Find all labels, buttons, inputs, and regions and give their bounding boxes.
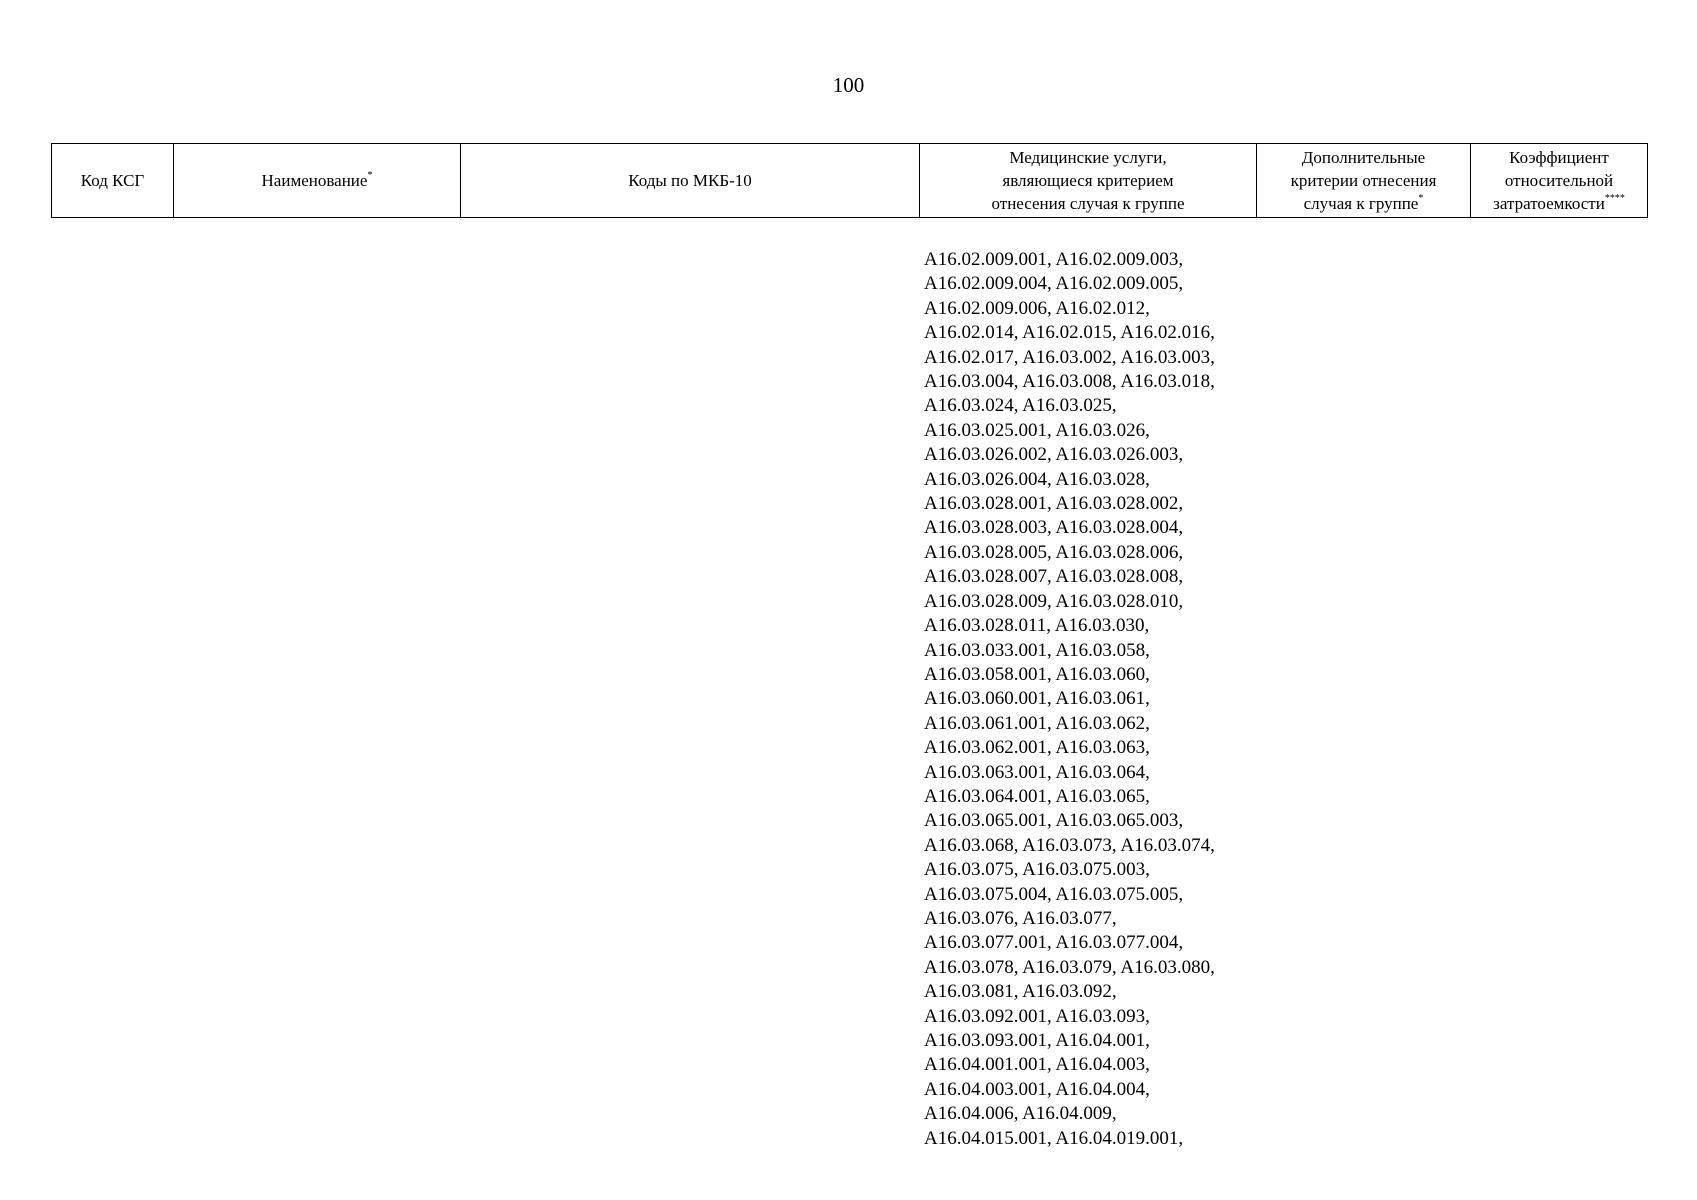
header-additional-criteria-line: критерии отнесения xyxy=(1290,171,1437,190)
header-name xyxy=(174,144,461,218)
service-code-line: A16.03.028.007, A16.03.028.008, xyxy=(924,566,1184,588)
service-code-line: A16.03.028.003, A16.03.028.004, xyxy=(924,517,1184,539)
header-mkb-codes xyxy=(461,144,920,218)
header-additional-criteria xyxy=(1257,144,1471,218)
header-medical-services-line: являющиеся критерием xyxy=(1002,171,1174,190)
service-code-line: A16.03.026.004, A16.03.028, xyxy=(924,468,1150,490)
service-code-line: A16.03.063.001, A16.03.064, xyxy=(924,761,1150,783)
header-additional-criteria-line: Дополнительные xyxy=(1301,148,1426,167)
header-medical-services xyxy=(920,144,1257,218)
header-medical-services-line: отнесения случая к группе xyxy=(991,194,1185,213)
service-code-line: A16.03.076, A16.03.077, xyxy=(924,907,1117,929)
header-cost-coefficient-footnote-mark: **** xyxy=(1604,193,1625,204)
service-code-line: A16.04.003.001, A16.04.004, xyxy=(924,1078,1150,1100)
service-code-line: A16.03.026.002, A16.03.026.003, xyxy=(924,444,1184,466)
service-code-line: A16.03.075.004, A16.03.075.005, xyxy=(924,883,1184,905)
service-code-line: A16.04.001.001, A16.04.003, xyxy=(924,1054,1150,1076)
header-cost-coefficient xyxy=(1471,144,1648,218)
table-header xyxy=(51,143,1648,218)
page-number: 100 xyxy=(832,73,865,97)
header-mkb-codes-label: Коды по МКБ-10 xyxy=(628,171,752,190)
service-code-line: A16.03.068, A16.03.073, A16.03.074, xyxy=(924,834,1215,856)
service-code-line: A16.03.075, A16.03.075.003, xyxy=(924,859,1150,881)
service-code-line: A16.02.009.004, A16.02.009.005, xyxy=(924,273,1184,295)
service-code-line: A16.03.028.005, A16.03.028.006, xyxy=(924,541,1184,563)
service-code-line: A16.02.009.006, A16.02.012, xyxy=(924,297,1150,319)
header-name-label: Наименование xyxy=(261,171,368,190)
service-code-line: A16.03.028.001, A16.03.028.002, xyxy=(924,493,1184,515)
service-code-line: A16.03.065.001, A16.03.065.003, xyxy=(924,810,1184,832)
service-code-line: A16.03.092.001, A16.03.093, xyxy=(924,1005,1150,1027)
header-medical-services-line: Медицинские услуги, xyxy=(1009,148,1167,167)
service-code-line: A16.03.033.001, A16.03.058, xyxy=(924,639,1150,661)
service-code-line: A16.03.028.011, A16.03.030, xyxy=(924,615,1150,637)
service-code-line: A16.03.004, A16.03.008, A16.03.018, xyxy=(924,371,1215,393)
service-code-line: A16.03.058.001, A16.03.060, xyxy=(924,663,1150,685)
medical-service-codes-list xyxy=(924,248,1254,1151)
service-code-line: A16.02.009.001, A16.02.009.003, xyxy=(924,249,1184,270)
service-code-line: A16.03.060.001, A16.03.061, xyxy=(924,688,1150,710)
service-code-line: A16.03.025.001, A16.03.026, xyxy=(924,419,1150,441)
header-additional-criteria-line: случая к группе xyxy=(1303,194,1419,213)
header-additional-criteria-footnote-mark: * xyxy=(1418,193,1424,204)
header-code-ksg xyxy=(52,144,174,218)
header-name-footnote-mark: * xyxy=(367,170,373,181)
service-code-line: A16.03.028.009, A16.03.028.010, xyxy=(924,590,1184,612)
service-code-line: A16.03.077.001, A16.03.077.004, xyxy=(924,932,1184,954)
service-code-line: A16.03.064.001, A16.03.065, xyxy=(924,785,1150,807)
service-code-line: A16.03.078, A16.03.079, A16.03.080, xyxy=(924,956,1215,978)
service-code-line: A16.03.062.001, A16.03.063, xyxy=(924,737,1150,759)
service-code-line: A16.04.006, A16.04.009, xyxy=(924,1103,1117,1125)
service-code-line: A16.02.014, A16.02.015, A16.02.016, xyxy=(924,322,1215,344)
service-code-line: A16.03.081, A16.03.092, xyxy=(924,981,1117,1003)
service-code-line: A16.03.024, A16.03.025, xyxy=(924,395,1117,417)
header-cost-coefficient-line: Коэффициент xyxy=(1509,148,1609,167)
service-code-line: A16.04.015.001, A16.04.019.001, xyxy=(924,1127,1184,1149)
service-code-line: A16.02.017, A16.03.002, A16.03.003, xyxy=(924,346,1215,368)
header-cost-coefficient-line: относительной xyxy=(1504,171,1614,190)
header-code-ksg-label: Код КСГ xyxy=(80,171,145,190)
header-cost-coefficient-line: затратоемкости xyxy=(1493,194,1605,213)
service-code-line: A16.03.093.001, A16.04.001, xyxy=(924,1030,1150,1051)
service-code-line: A16.03.061.001, A16.03.062, xyxy=(924,712,1150,734)
